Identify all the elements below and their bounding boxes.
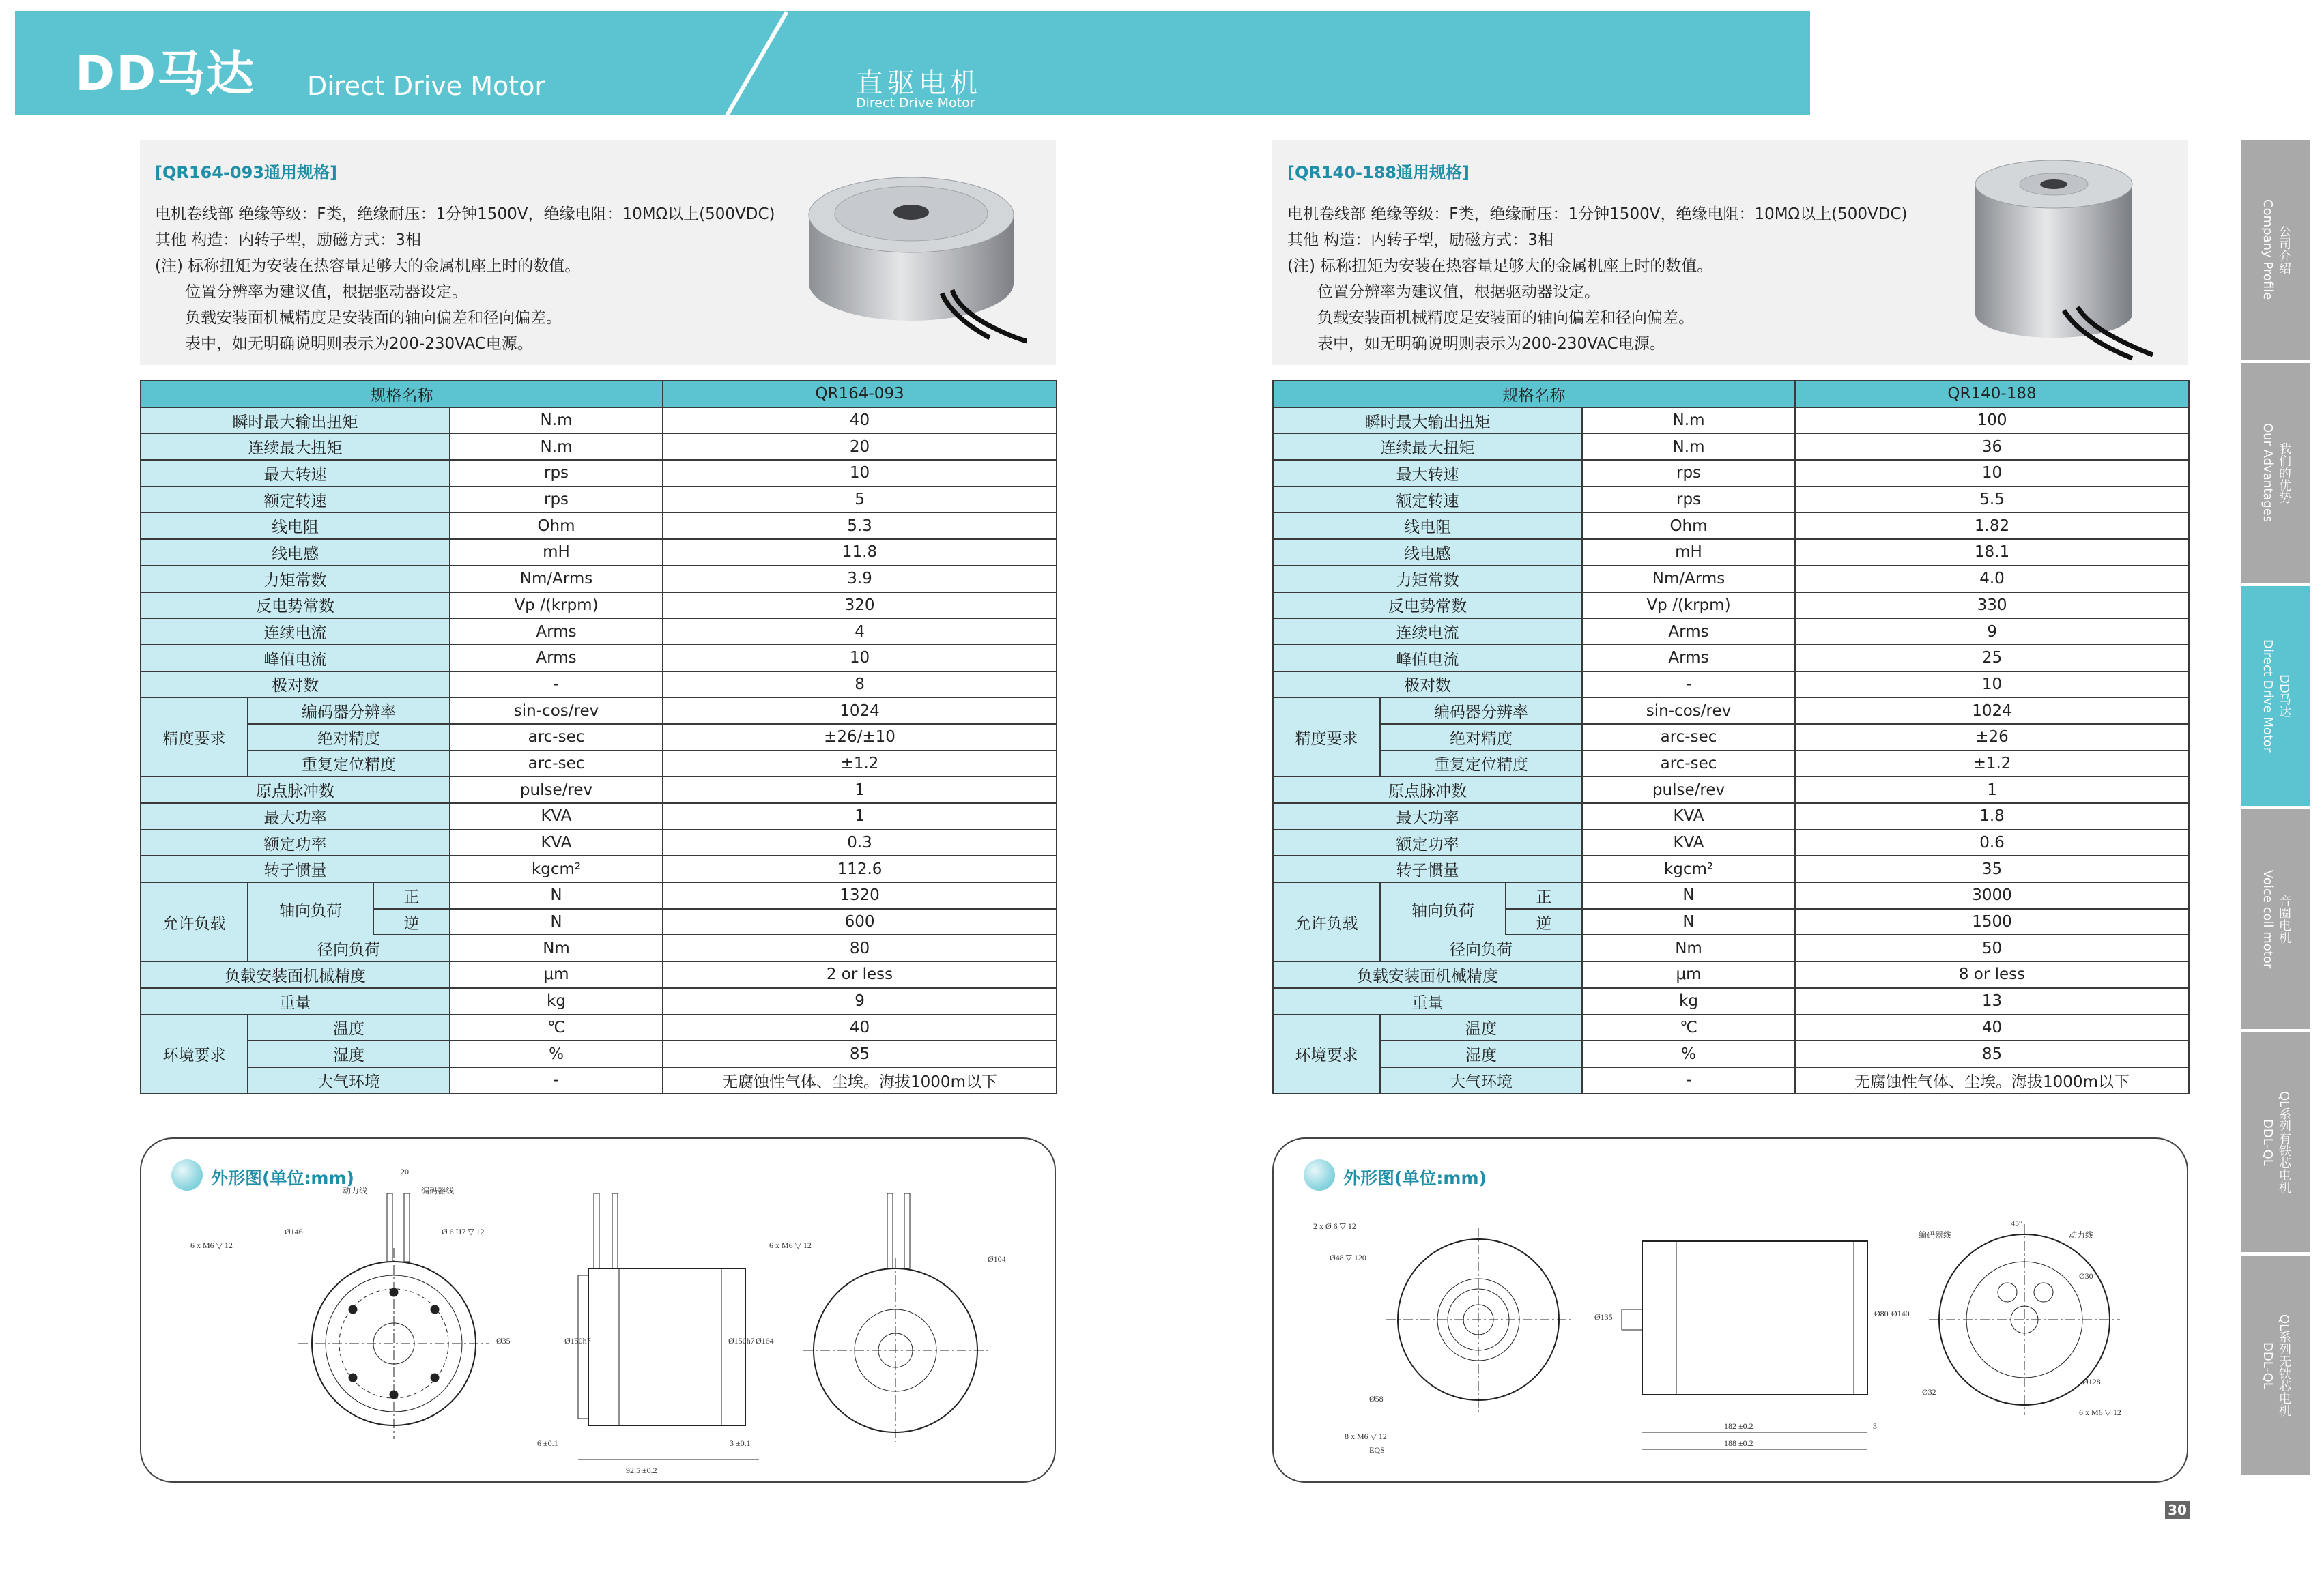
group-label-load: 允许负载 <box>1273 882 1380 961</box>
row-unit: Nm <box>1582 935 1795 961</box>
side-tab-cn: QL系列有铁芯电机 <box>2277 1090 2291 1194</box>
dim-label: 3 <box>1873 1421 1877 1431</box>
row-value: 10 <box>663 645 1057 671</box>
dim-label: Ø104 <box>988 1254 1006 1264</box>
row-value: 112.6 <box>663 856 1057 882</box>
row-unit: mH <box>450 539 663 566</box>
row-unit: arc-sec <box>450 724 663 751</box>
row-unit: kgcm² <box>1582 856 1795 882</box>
row-value: 9 <box>663 988 1057 1015</box>
spec-box <box>1272 140 2188 365</box>
row-unit: arc-sec <box>1582 724 1795 751</box>
row-unit: - <box>450 1067 663 1094</box>
row-label: 额定转速 <box>141 487 450 513</box>
page-title: DD马达 <box>75 46 256 102</box>
row-label: 连续最大扭矩 <box>1273 433 1582 460</box>
row-value: 3000 <box>1795 882 2189 909</box>
row-label: 径向负荷 <box>1380 935 1582 961</box>
row-value: 1.82 <box>1795 512 2189 539</box>
drawing-title: 外形图(单位:mm) <box>1343 1168 1487 1188</box>
row-value: ±1.2 <box>1795 751 2189 777</box>
section-subtitle: Direct Drive Motor <box>856 96 975 111</box>
section-title: 直驱电机 <box>856 68 981 99</box>
row-label: 编码器分辨率 <box>248 697 450 724</box>
side-tab-1[interactable] <box>2241 363 2310 583</box>
side-tab-en: Voice coil motor <box>2261 869 2275 969</box>
side-tab-2[interactable] <box>2241 586 2310 806</box>
side-tab-en: DDL-QL <box>2261 1118 2275 1166</box>
row-label: 负载安装面机械精度 <box>141 961 450 988</box>
dim-label: Ø128 <box>2082 1377 2101 1387</box>
row-value: 1 <box>663 777 1057 803</box>
row-label: 反电势常数 <box>141 592 450 619</box>
dim-label: Ø80 <box>1874 1309 1889 1318</box>
dim-label: 6 x M6 ▽ 12 <box>2079 1408 2121 1417</box>
row-unit: Nm/Arms <box>1582 566 1795 592</box>
table-header-name: 规格名称 <box>141 381 663 407</box>
dim-label: Ø35 <box>496 1336 511 1346</box>
row-label: 线电阻 <box>1273 512 1582 539</box>
dim-label: EQS <box>1369 1445 1385 1455</box>
row-label: 湿度 <box>1380 1041 1582 1067</box>
row-value: 40 <box>663 407 1057 434</box>
row-label: 负载安装面机械精度 <box>1273 961 1582 988</box>
row-value: 40 <box>1795 1015 2189 1041</box>
dimension-drawing-box <box>1272 1137 2188 1483</box>
spec-line: 表中，如无明确说明则表示为200-230VAC电源。 <box>1317 335 1665 353</box>
side-tab-3[interactable] <box>2241 809 2310 1029</box>
row-value: 320 <box>663 592 1057 619</box>
row-unit: N <box>1582 909 1795 935</box>
row-value: 1.8 <box>1795 803 2189 830</box>
row-label: 径向负荷 <box>248 935 450 961</box>
row-value: ±26 <box>1795 724 2189 751</box>
row-value: 85 <box>663 1041 1057 1067</box>
row-label: 转子惯量 <box>1273 856 1582 882</box>
row-unit: rps <box>450 460 663 487</box>
row-label: 轴向负荷 <box>248 883 374 935</box>
row-label: 最大功率 <box>141 803 450 830</box>
spec-line: 其他 构造：内转子型，励磁方式：3相 <box>1287 231 1553 249</box>
group-label-env: 环境要求 <box>141 1015 248 1094</box>
row-value: 8 or less <box>1795 961 2189 988</box>
spec-line: 位置分辨率为建议值，根据驱动器设定。 <box>1317 283 1600 301</box>
row-label: 重量 <box>1273 988 1582 1015</box>
row-unit: - <box>1582 671 1795 698</box>
dim-label: Ø140 <box>1891 1309 1910 1318</box>
row-value: 无腐蚀性气体、尘埃。海拔1000m以下 <box>1795 1067 2189 1094</box>
row-unit: μm <box>450 961 663 988</box>
row-unit: ℃ <box>450 1015 663 1041</box>
row-label: 温度 <box>248 1015 450 1041</box>
row-value: 5.3 <box>663 512 1057 539</box>
row-value: 10 <box>1795 460 2189 487</box>
side-tab-4[interactable] <box>2241 1032 2310 1252</box>
row-unit: kg <box>450 988 663 1015</box>
row-unit: kgcm² <box>450 856 663 882</box>
dim-label: Ø48 ▽ 120 <box>1330 1253 1366 1262</box>
row-label: 峰值电流 <box>141 645 450 671</box>
row-unit: rps <box>1582 487 1795 513</box>
group-label-env: 环境要求 <box>1273 1015 1380 1094</box>
row-label: 线电感 <box>141 539 450 566</box>
row-value: 5.5 <box>1795 487 2189 513</box>
side-tab-cn: QL系列无铁芯电机 <box>2277 1314 2291 1417</box>
dim-label: Ø30 <box>2079 1271 2093 1281</box>
row-label: 重复定位精度 <box>248 751 450 777</box>
row-unit: N <box>450 882 663 909</box>
spec-table <box>1272 380 2190 1094</box>
dim-label: 45° <box>2011 1219 2022 1228</box>
row-label: 瞬时最大输出扭矩 <box>141 407 450 434</box>
dim-label: 20 <box>401 1167 409 1176</box>
row-label: 绝对精度 <box>248 724 450 751</box>
dim-label: 编码器线 <box>1919 1230 1952 1240</box>
row-value: 85 <box>1795 1041 2189 1067</box>
spec-line: (注) 标称扭矩为安装在热容量足够大的金属机座上时的数值。 <box>1287 257 1713 275</box>
row-value: 10 <box>1795 671 2189 698</box>
row-label: 连续电流 <box>141 618 450 645</box>
row-unit: N.m <box>1582 407 1795 434</box>
dim-label: 2 x Ø 6 ▽ 12 <box>1313 1221 1356 1231</box>
side-tab-en: Company Profile <box>2261 199 2275 300</box>
row-unit: Arms <box>450 645 663 671</box>
spec-title: [QR164-093通用规格] <box>155 163 337 182</box>
row-value: 5 <box>663 487 1057 513</box>
row-label: 额定功率 <box>141 830 450 856</box>
side-tab-en: Our Advantages <box>2261 423 2275 523</box>
dim-label: Ø58 <box>1369 1394 1384 1404</box>
row-value: 1 <box>1795 777 2189 803</box>
dim-label: Ø150h7 <box>564 1336 591 1346</box>
row-value: 1024 <box>1795 697 2189 724</box>
row-unit: ℃ <box>1582 1015 1795 1041</box>
row-value: 100 <box>1795 407 2189 434</box>
row-label: 湿度 <box>248 1041 450 1067</box>
row-label: 绝对精度 <box>1380 724 1582 751</box>
table-header-model: QR140-188 <box>1795 381 2189 407</box>
row-label: 逆 <box>1536 914 1552 933</box>
group-label-precision: 精度要求 <box>141 697 248 777</box>
dim-label: 92.5 ±0.2 <box>626 1466 657 1475</box>
row-label: 转子惯量 <box>141 856 450 882</box>
row-label: 原点脉冲数 <box>141 777 450 803</box>
row-unit: N <box>1582 882 1795 909</box>
dim-label: Ø135 <box>1594 1312 1613 1322</box>
row-unit: mH <box>1582 539 1795 566</box>
row-value: 2 or less <box>663 961 1057 988</box>
spec-box <box>140 140 1056 365</box>
drawing-title: 外形图(单位:mm) <box>211 1168 354 1188</box>
row-unit: μm <box>1582 961 1795 988</box>
row-label: 温度 <box>1380 1015 1582 1041</box>
row-label: 瞬时最大输出扭矩 <box>1273 407 1582 434</box>
dim-label: 6 x M6 ▽ 12 <box>769 1240 812 1250</box>
row-value: 18.1 <box>1795 539 2189 566</box>
row-label: 正 <box>403 888 420 906</box>
row-unit: % <box>1582 1041 1795 1067</box>
row-label: 峰值电流 <box>1273 645 1582 671</box>
spec-line: 位置分辨率为建议值，根据驱动器设定。 <box>185 283 468 301</box>
spec-title: [QR140-188通用规格] <box>1287 163 1470 182</box>
dim-label: 182 ±0.2 <box>1724 1421 1753 1431</box>
group-label-load: 允许负载 <box>141 882 248 961</box>
row-unit: N <box>450 909 663 935</box>
dimension-drawing <box>141 1139 1055 1481</box>
row-label: 连续最大扭矩 <box>141 433 450 460</box>
header-bar <box>15 11 1810 115</box>
row-value: 1024 <box>663 697 1057 724</box>
spec-line: 负载安装面机械精度是安装面的轴向偏差和径向偏差。 <box>1317 309 1694 327</box>
row-label: 最大转速 <box>1273 460 1582 487</box>
row-value: 1500 <box>1795 909 2189 935</box>
table-header-name: 规格名称 <box>1273 381 1795 407</box>
row-unit: N.m <box>1582 433 1795 460</box>
row-label: 极对数 <box>1273 671 1582 698</box>
row-label: 最大功率 <box>1273 803 1582 830</box>
row-value: 330 <box>1795 592 2189 619</box>
motor-photo-tall <box>1962 150 2166 362</box>
side-tab-en: Direct Drive Motor <box>2261 639 2275 753</box>
dim-label: Ø146 <box>285 1227 303 1236</box>
row-value: 无腐蚀性气体、尘埃。海拔1000m以下 <box>663 1067 1057 1094</box>
row-value: 4.0 <box>1795 566 2189 592</box>
side-tab-cn: DD马达 <box>2277 674 2291 718</box>
row-label: 力矩常数 <box>141 566 450 592</box>
page-subtitle: Direct Drive Motor <box>307 71 546 101</box>
row-label: 额定功率 <box>1273 830 1582 856</box>
row-label: 线电阻 <box>141 512 450 539</box>
spec-line: 负载安装面机械精度是安装面的轴向偏差和径向偏差。 <box>185 309 562 327</box>
row-value: 0.3 <box>663 830 1057 856</box>
row-unit: Vp /(krpm) <box>1582 592 1795 619</box>
row-label: 原点脉冲数 <box>1273 777 1582 803</box>
dim-label: 动力线 <box>343 1186 368 1195</box>
row-label: 重复定位精度 <box>1380 751 1582 777</box>
row-unit: N.m <box>450 433 663 460</box>
row-label: 最大转速 <box>141 460 450 487</box>
row-label: 线电感 <box>1273 539 1582 566</box>
row-label: 极对数 <box>141 671 450 698</box>
row-unit: KVA <box>1582 803 1795 830</box>
row-unit: rps <box>1582 460 1795 487</box>
motor-photo-flat <box>795 154 1027 351</box>
spec-table <box>140 380 1057 1094</box>
dim-label: 6 ±0.1 <box>537 1438 558 1448</box>
row-value: 50 <box>1795 935 2189 961</box>
spec-line: 电机卷线部 绝缘等级：F类，绝缘耐压：1分钟1500V，绝缘电阻：10MΩ以上(500VDC) <box>1287 205 1908 223</box>
dimension-drawing <box>1274 1139 2187 1481</box>
row-label: 反电势常数 <box>1273 592 1582 619</box>
spec-line: 其他 构造：内转子型，励磁方式：3相 <box>155 231 421 249</box>
row-label: 力矩常数 <box>1273 566 1582 592</box>
row-label: 大气环境 <box>248 1067 450 1094</box>
dim-label: Ø32 <box>1922 1387 1936 1397</box>
row-unit: KVA <box>1582 830 1795 856</box>
row-value: 4 <box>663 618 1057 645</box>
row-unit: rps <box>450 487 663 513</box>
row-label: 额定转速 <box>1273 487 1582 513</box>
row-value: 600 <box>663 909 1057 935</box>
row-label: 连续电流 <box>1273 618 1582 645</box>
row-unit: KVA <box>450 830 663 856</box>
row-unit: N.m <box>450 407 663 434</box>
row-label: 重量 <box>141 988 450 1015</box>
row-unit: Nm <box>450 935 663 961</box>
row-value: 9 <box>1795 618 2189 645</box>
row-label: 大气环境 <box>1380 1067 1582 1094</box>
row-unit: Vp /(krpm) <box>450 592 663 619</box>
spec-line: (注) 标称扭矩为安装在热容量足够大的金属机座上时的数值。 <box>155 257 581 275</box>
row-value: 40 <box>663 1015 1057 1041</box>
dim-label: Ø164 <box>756 1336 774 1346</box>
row-label: 逆 <box>403 914 420 933</box>
row-unit: KVA <box>450 803 663 830</box>
row-unit: - <box>450 671 663 698</box>
row-value: 35 <box>1795 856 2189 882</box>
row-label: 轴向负荷 <box>1381 883 1506 935</box>
row-value: 8 <box>663 671 1057 698</box>
dim-label: 动力线 <box>2069 1230 2094 1240</box>
row-unit: pulse/rev <box>1582 777 1795 803</box>
row-unit: Arms <box>1582 618 1795 645</box>
row-value: 80 <box>663 935 1057 961</box>
table-header-model: QR164-093 <box>663 381 1057 407</box>
row-value: 25 <box>1795 645 2189 671</box>
side-tab-cn: 公司介绍 <box>2277 224 2291 274</box>
row-unit: Nm/Arms <box>450 566 663 592</box>
dim-label: 编码器线 <box>421 1186 455 1195</box>
row-value: 3.9 <box>663 566 1057 592</box>
row-value: 13 <box>1795 988 2189 1015</box>
row-unit: % <box>450 1041 663 1067</box>
row-unit: sin-cos/rev <box>450 697 663 724</box>
row-unit: kg <box>1582 988 1795 1015</box>
row-value: 1 <box>663 803 1057 830</box>
row-label: 正 <box>1536 888 1552 906</box>
side-tab-cn: 音圈电机 <box>2277 895 2291 944</box>
side-tab-5[interactable] <box>2241 1256 2310 1475</box>
dim-label: Ø 6 H7 ▽ 12 <box>442 1227 485 1236</box>
row-unit: pulse/rev <box>450 777 663 803</box>
row-value: 1320 <box>663 882 1057 909</box>
dim-label: 3 ±0.1 <box>730 1438 751 1448</box>
dim-label: 188 ±0.2 <box>1724 1438 1753 1448</box>
row-unit: arc-sec <box>1582 751 1795 777</box>
row-unit: Arms <box>450 618 663 645</box>
side-tab-en: DDL-QL <box>2261 1341 2275 1389</box>
dim-label: Ø150h7 <box>728 1336 755 1346</box>
header-divider <box>720 11 788 115</box>
dim-label: 6 x M6 ▽ 12 <box>190 1240 233 1250</box>
row-value: ±1.2 <box>663 751 1057 777</box>
row-unit: Ohm <box>450 512 663 539</box>
row-unit: Arms <box>1582 645 1795 671</box>
spec-line: 表中，如无明确说明则表示为200-230VAC电源。 <box>185 335 533 353</box>
side-tab-0[interactable] <box>2241 140 2310 360</box>
row-unit: sin-cos/rev <box>1582 697 1795 724</box>
row-unit: arc-sec <box>450 751 663 777</box>
row-value: 11.8 <box>663 539 1057 566</box>
row-label: 编码器分辨率 <box>1380 697 1582 724</box>
row-value: 10 <box>663 460 1057 487</box>
dimension-drawing-box <box>140 1137 1056 1483</box>
page-number: 30 <box>2165 1501 2190 1519</box>
row-unit: - <box>1582 1067 1795 1094</box>
spec-line: 电机卷线部 绝缘等级：F类，绝缘耐压：1分钟1500V，绝缘电阻：10MΩ以上(500VDC) <box>155 205 775 223</box>
side-tab-cn: 我们的优势 <box>2277 442 2291 504</box>
row-unit: Ohm <box>1582 512 1795 539</box>
group-label-precision: 精度要求 <box>1273 697 1380 777</box>
row-value: ±26/±10 <box>663 724 1057 751</box>
dim-label: 8 x M6 ▽ 12 <box>1345 1432 1387 1441</box>
row-value: 20 <box>663 433 1057 460</box>
row-value: 36 <box>1795 433 2189 460</box>
row-value: 0.6 <box>1795 830 2189 856</box>
